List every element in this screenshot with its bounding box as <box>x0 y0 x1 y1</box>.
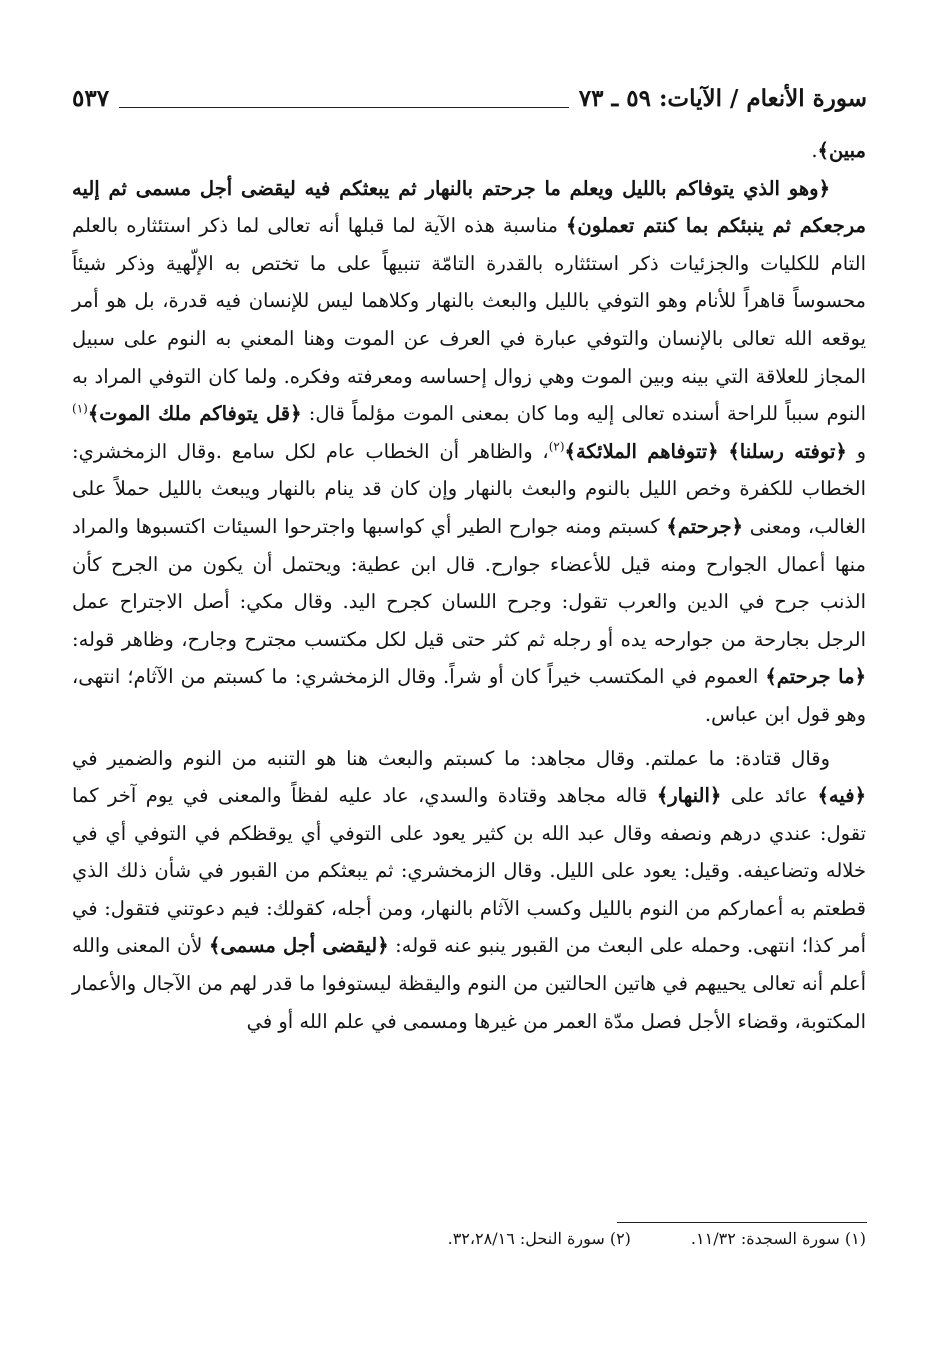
text-run: لأن المعنى والله أعلم أنه تعالى يحييهم في هاتين الحالتين من النوم واليقظة ليستوفوا ما قدر لهم من الآجال والأعمار المكتوبة، وقضاء الأجل فصل مدّة العمر من غيرها ومسمى في علم الله أو في <box>72 934 866 1033</box>
footnote-ref[interactable]: (١) <box>72 401 88 416</box>
quran-quote: ﴿تتوفاهم الملائكة﴾ <box>564 439 719 463</box>
paragraph-commentary <box>72 740 866 1041</box>
quran-quote: ﴿فيه﴾ <box>817 784 866 808</box>
quran-quote: مبين﴾ <box>817 139 866 162</box>
footnote-rule <box>617 1222 867 1223</box>
paragraph-verse-commentary <box>72 170 866 734</box>
text-run: كسبتم ومنه جوارح الطير أي كواسبها واجترحوا السيئات اكتسبوها والمراد منها أعمال الجوارح ومنه قيل للأعضاء جوارح. قال ابن عطية: ويحتمل أن يكون من الجرح كأن الذنب جرح في الدين والعرب تقول: وجرح اللسان كجرح اليد. وقال مكي: أصل الاجتراح عمل الرجل بجارحة من جوارحه يده أو رجله ثم كثر حتى قيل لكل مكتسب مجترح وجارح، وظاهر قوله: <box>72 514 866 651</box>
quran-quote: ﴿جرحتم﴾ <box>666 514 743 538</box>
running-header <box>72 78 867 114</box>
text-run <box>719 440 729 463</box>
surah-title: سورة الأنعام / الآيات: ٥٩ ـ ٧٣ <box>578 85 867 112</box>
footnotes <box>72 1226 866 1252</box>
quran-quote: ﴿وهو الذي يتوفاكم بالليل ويعلم ما جرحتم بالنهار ثم يبعثكم فيه ليقضى أجل مسمى ثم إليه مرجعكم ثم ينبئكم بما كنتم تعملون﴾ <box>72 176 866 238</box>
text-run: عائد على <box>721 784 818 808</box>
text-run: العموم في المكتسب خيراً كان أو شراً. وقال الزمخشري: ما كسبتم من الآثام؛ انتهى، وهو قول ابن عباس. <box>72 665 866 726</box>
quran-quote: ﴿النهار﴾ <box>656 784 722 808</box>
text-run: مناسبة هذه الآية لما قبلها أنه تعالى لما ذكر استئثاره بالعلم التام للكليات والجزئيات ذكر استئثاره بالقدرة التامّة تنبيهاً على ما تختص به الإلّهية وذكر شيئاً محسوساً قاهراً للأنام وهو التوفي بالليل والبعث بالنهار وكلاهما ليس للإنسان فيه قدرة، بل هو أمر يوقعه الله تعالى بالإنسان والتوفي عبارة في العرف عن الموت وهنا المعني به النوم على سبيل المجاز للعلاقة التي بينه وبين الموت وهي زوال إحساسه ومعرفته وفكره. ولما كان التوفي المراد به النوم سبباً للراحة أسنده تعالى إليه وما كان بمعنى الموت مؤلماً قال: <box>72 214 866 426</box>
text-run: و <box>846 439 866 463</box>
footnote-1: (١) سورة السجدة: ١١/٣٢. <box>690 1229 866 1248</box>
text-run: . <box>811 139 818 162</box>
footnote-ref[interactable]: (٢) <box>548 439 565 454</box>
footnote-2: (٢) سورة النحل: ٣٢،٢٨/١٦. <box>447 1229 631 1248</box>
main-text <box>72 132 866 1040</box>
page-number: ٥٣٧ <box>72 85 110 112</box>
quran-quote: ﴿توفته رسلنا﴾ <box>728 439 847 463</box>
text-run: قاله مجاهد وقتادة والسدي، عاد عليه لفظاً والمعنى في يوم آخر كما تقول: عندي درهم ونصفه وقال عبد الله بن كثير يعود على التوفي أي يوقظكم في التوفي أي في خلاله وتضاعيفه. وقيل: يعود على الليل. وقال الزمخشري: ثم يبعثكم من القبور في شأن ذلك الذي قطعتم به أعماركم من النوم بالليل وكسب الآثام بالنهار، ومن أجله، كقولك: فيم دعوتني فتقول: في أمر كذا؛ انتهى. وحمله على البعث من القبور ينبو عنه قوله: <box>72 784 867 958</box>
quran-quote: ﴿ليقضى أجل مسمى﴾ <box>209 934 389 958</box>
paragraph-continuation <box>72 132 866 170</box>
text-run: وقال قتادة: ما عملتم. وقال مجاهد: ما كسبتم والبعث هنا هو التنبه من النوم والضمير في <box>72 746 830 770</box>
header-rule <box>119 107 569 108</box>
quran-quote: ﴿ما جرحتم﴾ <box>765 665 866 689</box>
quran-quote: ﴿قل يتوفاكم ملك الموت﴾ <box>87 402 302 426</box>
text-run: ، والظاهر أن الخطاب عام لكل سامع .وقال الزمخشري: الخطاب للكفرة وخص الليل بالنوم والبعث بالنهار وإن كان قد ينام بالنهار ويبعث بالليل حملاً على الغالب، ومعنى <box>72 439 866 538</box>
